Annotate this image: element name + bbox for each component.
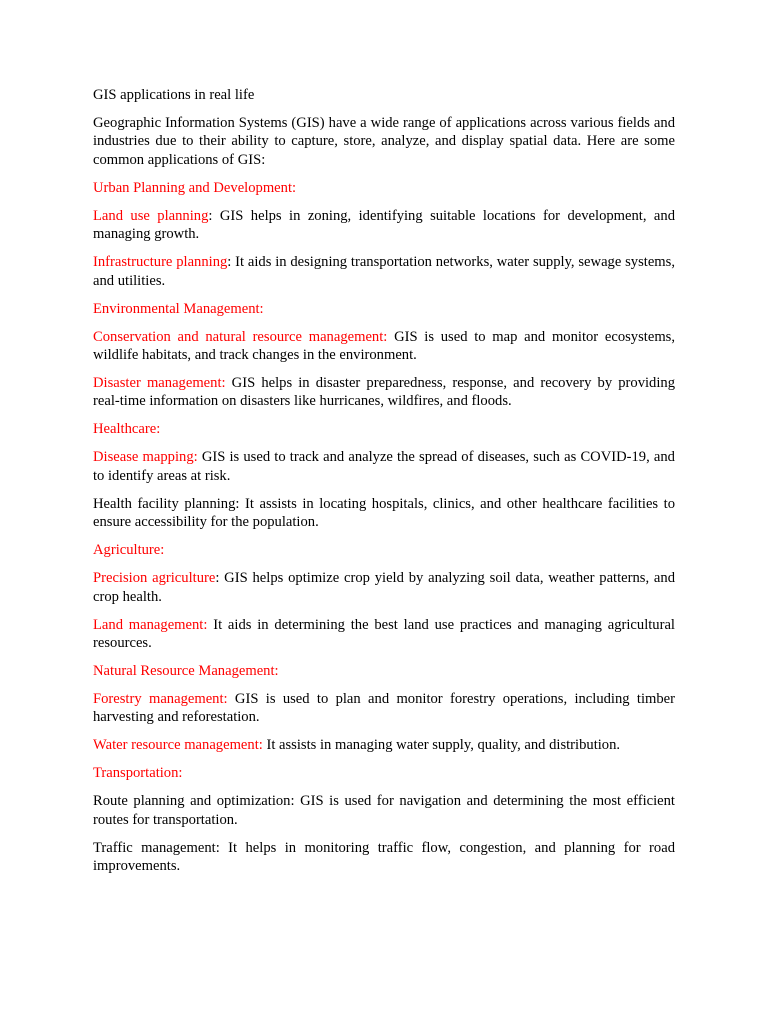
item-text: GIS is used to map and monitor ecosystems, wildlife habitats, and track changes in the environment.	[93, 328, 675, 364]
item-precision-agriculture	[93, 569, 675, 606]
item-text: : GIS helps in zoning, identifying suitable locations for development, and managing growth.	[93, 207, 675, 243]
item-text: It aids in determining the best land use practices and managing agricultural resources.	[93, 616, 675, 652]
item-text: GIS is used to track and analyze the spread of diseases, such as COVID-19, and to identify areas at risk.	[93, 449, 675, 484]
section-heading-natural-resource-management: Natural Resource Management:	[93, 663, 279, 680]
item-term: Conservation and natural resource management:	[93, 328, 388, 345]
item-forestry-management	[93, 690, 675, 727]
item-text: GIS helps in disaster preparedness, response, and recovery by providing real-time information on disasters like hurricanes, wildfires, and floods.	[93, 375, 675, 410]
item-land-use-planning	[93, 207, 675, 244]
item-disease-mapping	[93, 448, 675, 485]
intro-paragraph: Geographic Information Systems (GIS) have a wide range of applications across various fields and industries due to their ability to capture, store, analyze, and display spatial data. Here are some common applications of GIS:	[93, 115, 675, 168]
item-text: : GIS helps optimize crop yield by analyzing soil data, weather patterns, and crop health.	[93, 570, 675, 605]
item-term: Water resource management:	[93, 737, 263, 754]
item-term: Infrastructure planning	[93, 254, 228, 271]
section-heading-urban-planning: Urban Planning and Development:	[93, 179, 297, 196]
item-term: Land use planning	[93, 207, 209, 224]
item-text: GIS is used to plan and monitor forestry operations, including timber harvesting and reforestation.	[93, 691, 676, 726]
document-title: GIS applications in real life	[93, 87, 255, 103]
item-text: It assists in managing water supply, quality, and distribution.	[262, 737, 621, 754]
item-term: Precision agriculture	[93, 570, 216, 587]
item-traffic-management	[93, 839, 675, 876]
section-heading-environmental-management: Environmental Management:	[93, 300, 264, 317]
item-term: Disaster management:	[93, 375, 226, 392]
item-water-resource-management	[93, 736, 675, 754]
item-text: Traffic management: It helps in monitoring traffic flow, congestion, and planning for road improvements.	[93, 839, 675, 875]
item-text: Route planning and optimization: GIS is used for navigation and determining the most efficient routes for transportation.	[93, 793, 675, 828]
section-heading-agriculture: Agriculture:	[93, 542, 165, 559]
item-infrastructure-planning	[93, 253, 675, 290]
item-conservation	[93, 328, 675, 365]
item-route-planning	[93, 792, 675, 829]
section-heading-healthcare: Healthcare:	[93, 421, 161, 438]
item-term: Forestry management:	[93, 691, 228, 708]
item-term: Disease mapping:	[93, 449, 198, 466]
item-health-facility-planning	[93, 495, 675, 532]
item-term: Land management:	[93, 616, 208, 633]
item-land-management	[93, 616, 675, 653]
section-heading-transportation: Transportation:	[93, 765, 183, 782]
document-page	[93, 86, 675, 885]
item-text: Health facility planning: It assists in locating hospitals, clinics, and other healthcare facilities to ensure accessibility for the population.	[93, 495, 675, 531]
item-text: : It aids in designing transportation networks, water supply, sewage systems, and utilities.	[93, 254, 675, 289]
item-disaster-management	[93, 374, 675, 411]
